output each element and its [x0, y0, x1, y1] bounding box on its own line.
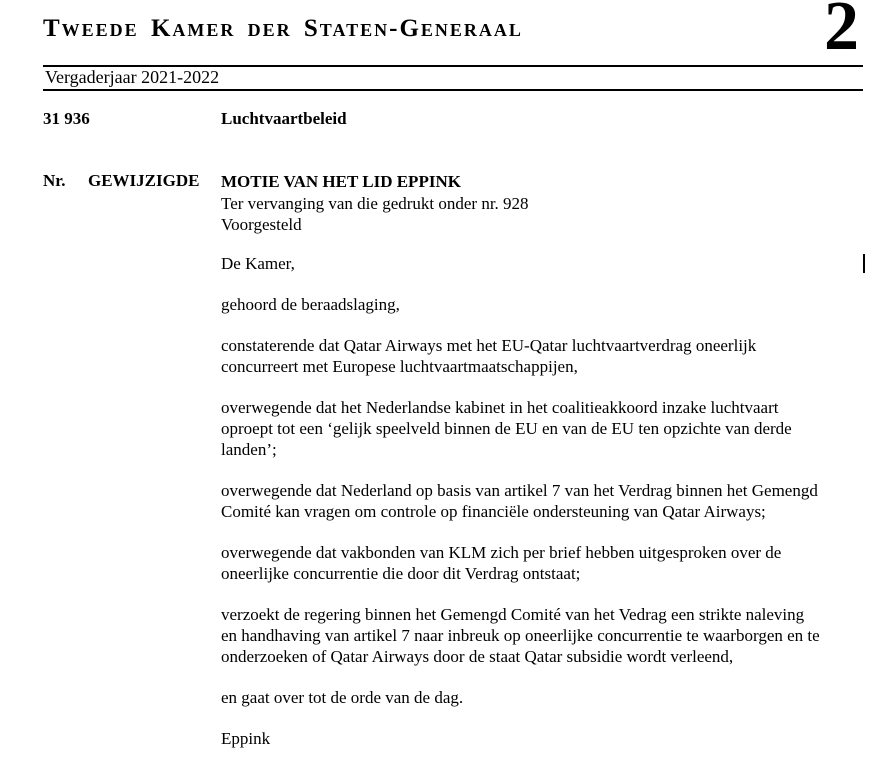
proposed-label: Voorgesteld	[221, 215, 302, 234]
paragraph-line: gehoord de beraadslaging,	[221, 295, 400, 314]
paragraph-line: overwegende dat vakbonden van KLM zich per brief hebben uitgesproken over de	[221, 543, 782, 562]
dossier-number: 31 936	[43, 109, 90, 128]
nr-label: Nr.	[43, 171, 66, 190]
paragraph-line: Comité kan vragen om controle op financiële ondersteuning van Qatar Airways;	[221, 502, 766, 521]
motion-paragraph	[221, 294, 869, 315]
motion-closing	[221, 687, 869, 708]
paragraph-line: oneerlijke concurrentie die door dit Verdrag ontstaat;	[221, 564, 581, 583]
motion-paragraph	[221, 480, 869, 522]
motion-signature	[221, 728, 869, 749]
paragraph-line: landen’;	[221, 440, 277, 459]
paragraph-line: overwegende dat het Nederlandse kabinet in het coalitieakkoord inzake luchtvaart	[221, 398, 779, 417]
paragraph-line: concurreert met Europese luchtvaartmaatschappijen,	[221, 357, 578, 376]
motion-paragraph	[221, 253, 869, 274]
dossier-title: Luchtvaartbeleid	[221, 109, 347, 128]
paragraph-line: oproept tot een ‘gelijk speelveld binnen de EU en van de EU ten opzichte van derde	[221, 419, 792, 438]
paragraph-line: overwegende dat Nederland op basis van artikel 7 van het Verdrag binnen het Gemengd	[221, 481, 818, 500]
status-label: GEWIJZIGDE	[88, 171, 200, 190]
session-year-label: Vergaderjaar 2021-2022	[45, 67, 220, 87]
paragraph-line: Eppink	[221, 729, 271, 748]
paragraph-line: verzoekt de regering binnen het Gemengd Comité van het Vedrag een strikte naleving	[221, 605, 805, 624]
paragraph-line: en gaat over tot de orde van de dag.	[221, 688, 464, 707]
chamber-title: Tweede Kamer der Staten-Generaal	[43, 15, 523, 42]
motion-title: MOTIE VAN HET LID EPPINK	[221, 172, 461, 191]
motion-paragraph	[221, 335, 869, 377]
paragraph-line: De Kamer,	[221, 254, 295, 273]
page-number: 2	[824, 0, 859, 65]
motion-paragraph	[221, 542, 869, 584]
paragraph-line: constaterende dat Qatar Airways met het EU-Qatar luchtvaartverdrag oneerlijk	[221, 336, 757, 355]
motion-heading-block	[221, 171, 529, 236]
motion-body	[221, 253, 869, 768]
header-rule-bottom	[43, 89, 863, 91]
paragraph-line: onderzoeken of Qatar Airways door de staat Qatar subsidie wordt verleend,	[221, 647, 734, 666]
paragraph-line: en handhaving van artikel 7 naar inbreuk op oneerlijke concurrentie te waarborgen en te	[221, 626, 820, 645]
change-bar-mark	[863, 254, 865, 273]
motion-paragraph	[221, 604, 869, 667]
motion-paragraph	[221, 397, 869, 460]
replacement-note: Ter vervanging van die gedrukt onder nr. 928	[221, 193, 529, 213]
